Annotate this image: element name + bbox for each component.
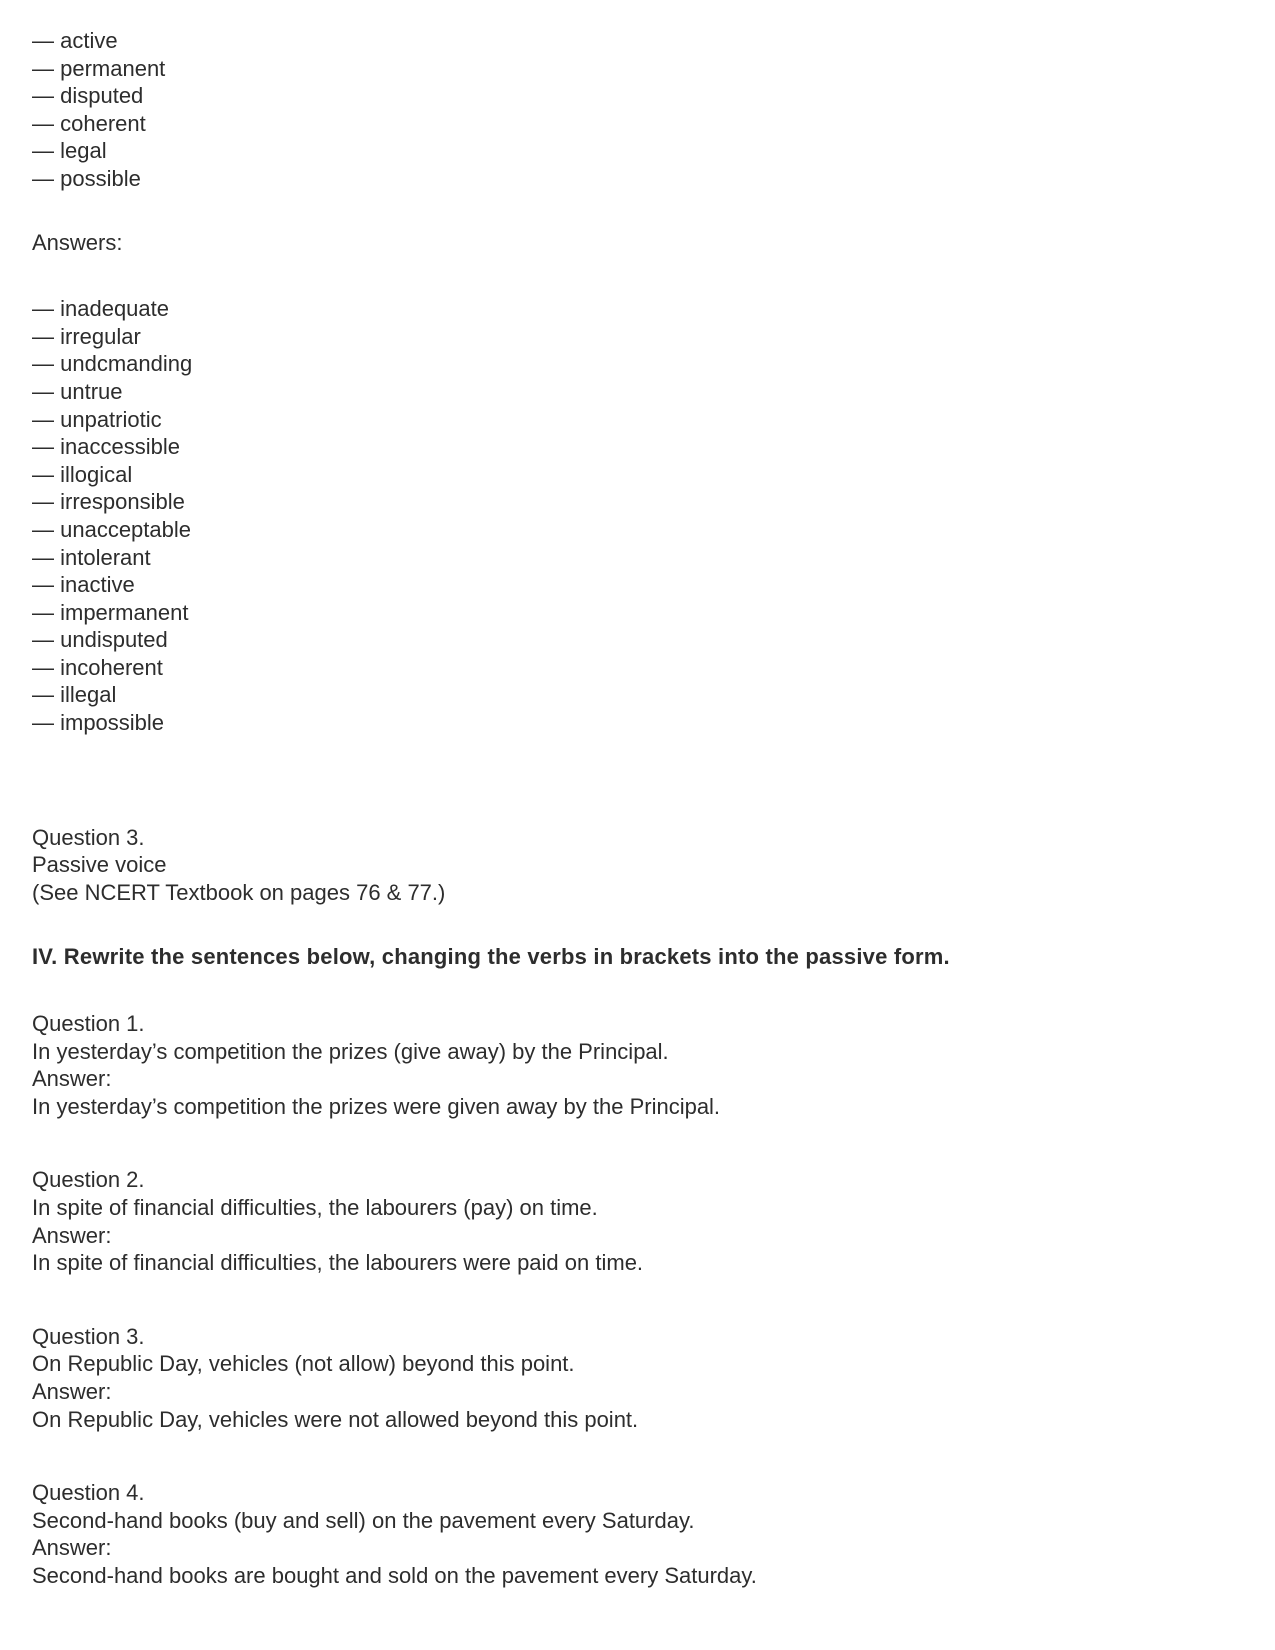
exercise-number: Question 2.: [32, 1167, 145, 1193]
exercise-question: Second-hand books (buy and sell) on the pavement every Saturday.: [32, 1507, 695, 1533]
word-item: — active: [32, 28, 118, 53]
exercise-number: Question 3.: [32, 1323, 145, 1349]
exercise-answer-label: Answer:: [32, 1535, 112, 1561]
question3-title: Question 3.: [32, 824, 145, 850]
exercise-block-4: [32, 1479, 1235, 1589]
word-item: — disputed: [32, 83, 144, 109]
answer-word-item: — untrue: [32, 378, 123, 404]
exercise-answer: In yesterday’s competition the prizes were given away by the Principal.: [32, 1093, 721, 1119]
answer-word-item: — unpatriotic: [32, 406, 162, 432]
answer-word-item: — incoherent: [32, 654, 163, 680]
question3-subtitle: Passive voice: [32, 852, 167, 878]
answer-word-item: — impermanent: [32, 599, 189, 625]
question3-header: [32, 824, 1235, 907]
section-heading: IV. Rewrite the sentences below, changing the verbs in brackets into the passive form.: [32, 944, 950, 970]
answer-word-item: — illegal: [32, 682, 117, 708]
question3-reference: (See NCERT Textbook on pages 76 & 77.): [32, 879, 446, 905]
answer-word-item: — undcmanding: [32, 351, 193, 377]
word-item: — coherent: [32, 110, 146, 136]
exercise-number: Question 1.: [32, 1011, 145, 1037]
exercise-answer-label: Answer:: [32, 1222, 112, 1248]
answer-word-item: — impossible: [32, 710, 165, 736]
answer-word-item: — irresponsible: [32, 489, 185, 515]
exercise-question: In yesterday’s competition the prizes (give away) by the Principal.: [32, 1038, 669, 1064]
exercise-number: Question 4.: [32, 1480, 145, 1506]
exercise-answer-label: Answer:: [32, 1378, 112, 1404]
word-list-top: [32, 27, 1235, 193]
word-item: — permanent: [32, 55, 166, 81]
exercise-block-3: [32, 1323, 1235, 1433]
answer-word-item: — undisputed: [32, 627, 168, 653]
word-list-answers: [32, 295, 1235, 737]
word-item: — possible: [32, 165, 141, 191]
answer-word-item: — intolerant: [32, 544, 151, 570]
word-item: — legal: [32, 138, 107, 164]
answers-label: Answers:: [32, 229, 123, 255]
answer-word-item: — unacceptable: [32, 516, 191, 542]
answer-word-item: — inadequate: [32, 296, 169, 322]
exercise-block-1: [32, 1010, 1235, 1120]
exercise-answer-label: Answer:: [32, 1066, 112, 1092]
answer-word-item: — inaccessible: [32, 434, 180, 460]
exercise-answer: In spite of financial difficulties, the labourers were paid on time.: [32, 1250, 644, 1276]
exercise-question: In spite of financial difficulties, the labourers (pay) on time.: [32, 1195, 598, 1220]
exercise-answer: Second-hand books are bought and sold on the pavement every Saturday.: [32, 1562, 757, 1588]
exercise-answer: On Republic Day, vehicles were not allowed beyond this point.: [32, 1406, 639, 1432]
answer-word-item: — irregular: [32, 323, 141, 349]
exercise-block-2: [32, 1166, 1235, 1276]
answer-word-item: — inactive: [32, 572, 135, 598]
answer-word-item: — illogical: [32, 461, 133, 487]
exercise-question: On Republic Day, vehicles (not allow) beyond this point.: [32, 1351, 575, 1377]
